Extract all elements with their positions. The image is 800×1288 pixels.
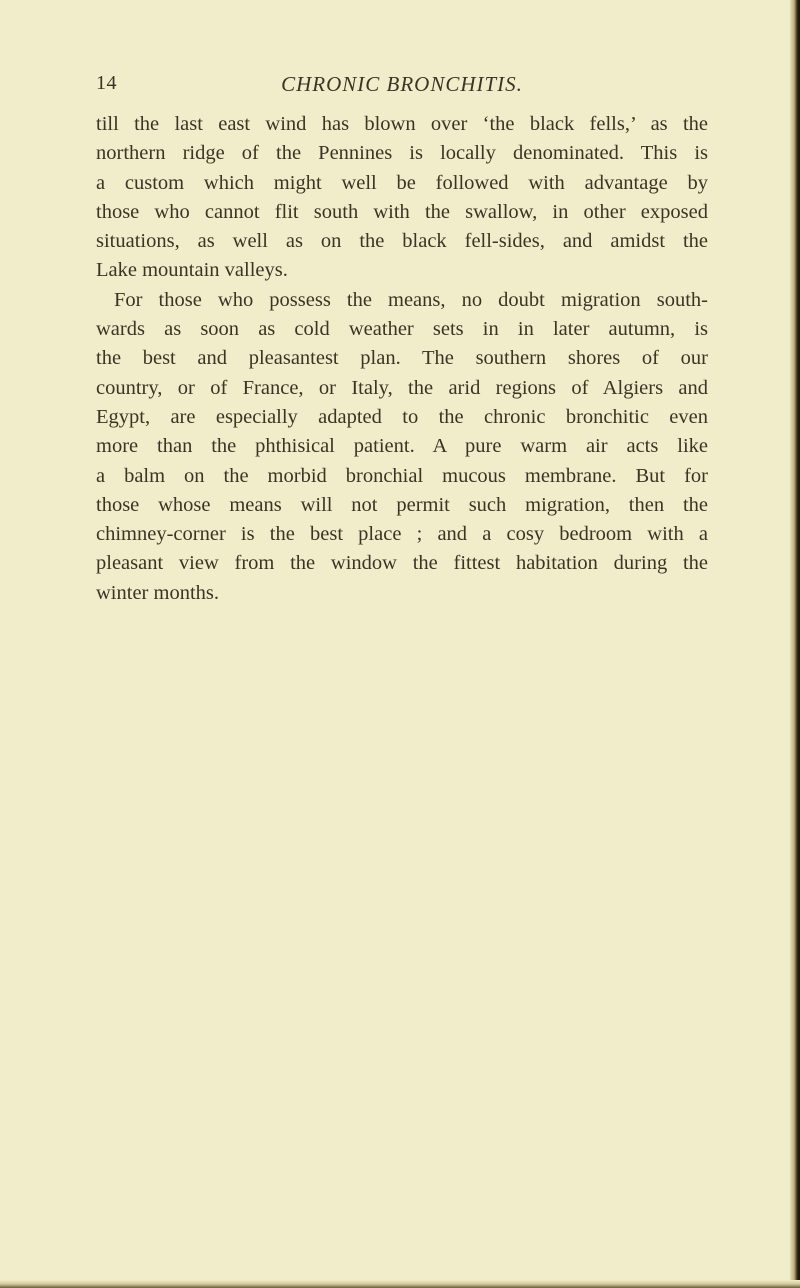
text-line: winter months. <box>96 581 219 604</box>
text-line: Egypt, are especially adapted to the chronic bronchitic even <box>96 405 708 428</box>
text-line: more than the phthisical patient. A pure warm air acts like <box>96 435 708 458</box>
running-head <box>96 72 708 100</box>
text-line: those who cannot flit south with the swallow, in other exposed <box>96 200 708 223</box>
text-line: the best and pleasantest plan. The southern shores of our <box>96 347 708 370</box>
page-edge-shadow <box>790 0 800 1288</box>
body-text <box>96 110 708 608</box>
page-bottom-edge <box>0 1280 800 1288</box>
text-line: country, or of France, or Italy, the arid regions of Algiers and <box>96 376 708 399</box>
text-line: For those who possess the means, no doubt migration south- <box>114 288 708 311</box>
text-line: till the last east wind has blown over ‘the black fells,’ as the <box>96 113 708 135</box>
paragraph <box>96 110 708 286</box>
text-line: pleasant view from the window the fittest habitation during the <box>96 552 708 575</box>
text-line: northern ridge of the Pennines is locally denominated. This is <box>96 142 708 165</box>
text-line: chimney-corner is the best place ; and a cosy bedroom with a <box>96 523 708 546</box>
text-line: situations, as well as on the black fell-sides, and amidst the <box>96 230 708 253</box>
running-title: CHRONIC BRONCHITIS. <box>281 72 523 96</box>
text-line: wards as soon as cold weather sets in in later autumn, is <box>96 318 708 341</box>
text-line: a balm on the morbid bronchial mucous membrane. But for <box>96 464 708 487</box>
paragraph <box>96 286 708 608</box>
text-line: those whose means will not permit such migration, then the <box>96 493 708 516</box>
text-line: a custom which might well be followed with advantage by <box>96 171 708 194</box>
text-line: Lake mountain valleys. <box>96 259 288 282</box>
page-number: 14 <box>96 72 117 94</box>
